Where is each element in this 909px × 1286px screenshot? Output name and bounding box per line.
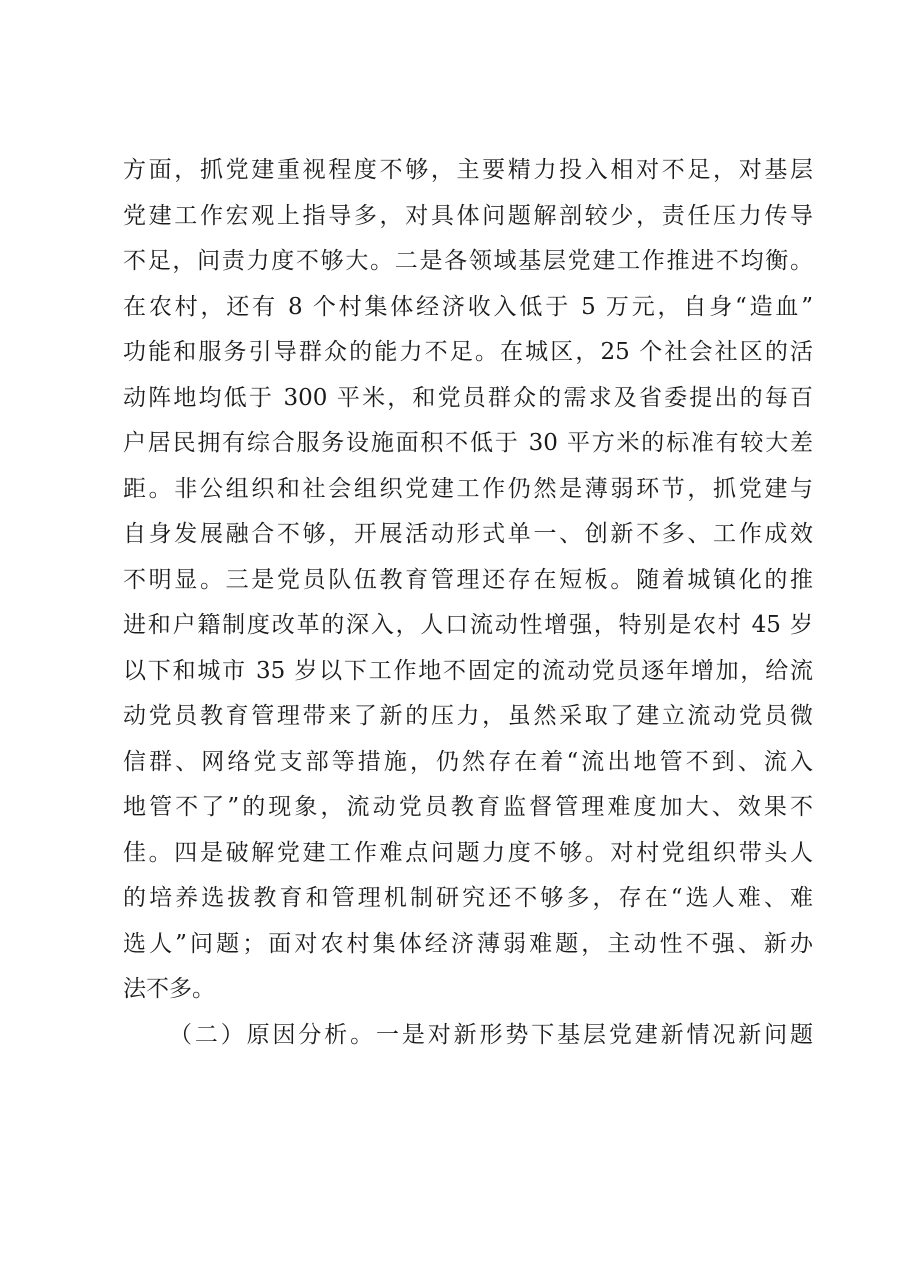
text-line: 动阵地均低于 300 平米，和党员群众的需求及省委提出的每百 <box>123 384 813 411</box>
text-line: 功能和服务引导群众的能力不足。在城区，25 个社会社区的活 <box>123 339 813 365</box>
text-line: 的培养选拔教育和管理机制研究还不够多，存在“选人难、难 <box>123 885 813 911</box>
text-line: 以下和城市 35 岁以下工作地不固定的流动党员逐年增加，给流 <box>123 657 813 684</box>
text-line: 在农村，还有 8 个村集体经济收入低于 5 万元，自身“造血” <box>123 293 813 320</box>
text-line: 选人”问题；面对农村集体经济薄弱难题，主动性不强、新办 <box>123 930 813 957</box>
text-line: 佳。四是破解党建工作难点问题力度不够。对村党组织带头人 <box>123 839 813 866</box>
text-line: 党建工作宏观上指导多，对具体问题解剖较少，责任压力传导 <box>123 202 813 229</box>
text-line: 不足，问责力度不够大。二是各领域基层党建工作推进不均衡。 <box>123 248 813 274</box>
text-line: 方面，抓党建重视程度不够，主要精力投入相对不足，对基层 <box>123 157 813 183</box>
text-line: 自身发展融合不够，开展活动形式单一、创新不多、工作成效 <box>123 521 813 547</box>
text-line: 距。非公组织和社会组织党建工作仍然是薄弱环节，抓党建与 <box>123 475 813 502</box>
text-line: 进和户籍制度改革的深入，人口流动性增强，特别是农村 45 岁 <box>123 612 813 638</box>
text-line: 法不多。 <box>123 976 215 1002</box>
text-line: 不明显。三是党员队伍教育管理还存在短板。随着城镇化的推 <box>123 566 813 593</box>
text-line: 户居民拥有综合服务设施面积不低于 30 平方米的标准有较大差 <box>123 430 813 456</box>
text-line: 地管不了”的现象，流动党员教育监督管理难度加大、效果不 <box>123 794 813 820</box>
text-line: 动党员教育管理带来了新的压力，虽然采取了建立流动党员微 <box>123 703 813 729</box>
body-text <box>123 148 813 1058</box>
text-line: 信群、网络党支部等措施，仍然存在着“流出地管不到、流入 <box>123 748 813 775</box>
paragraph-heading-line: （二）原因分析。一是对新形势下基层党建新情况新问题 <box>169 1021 813 1048</box>
